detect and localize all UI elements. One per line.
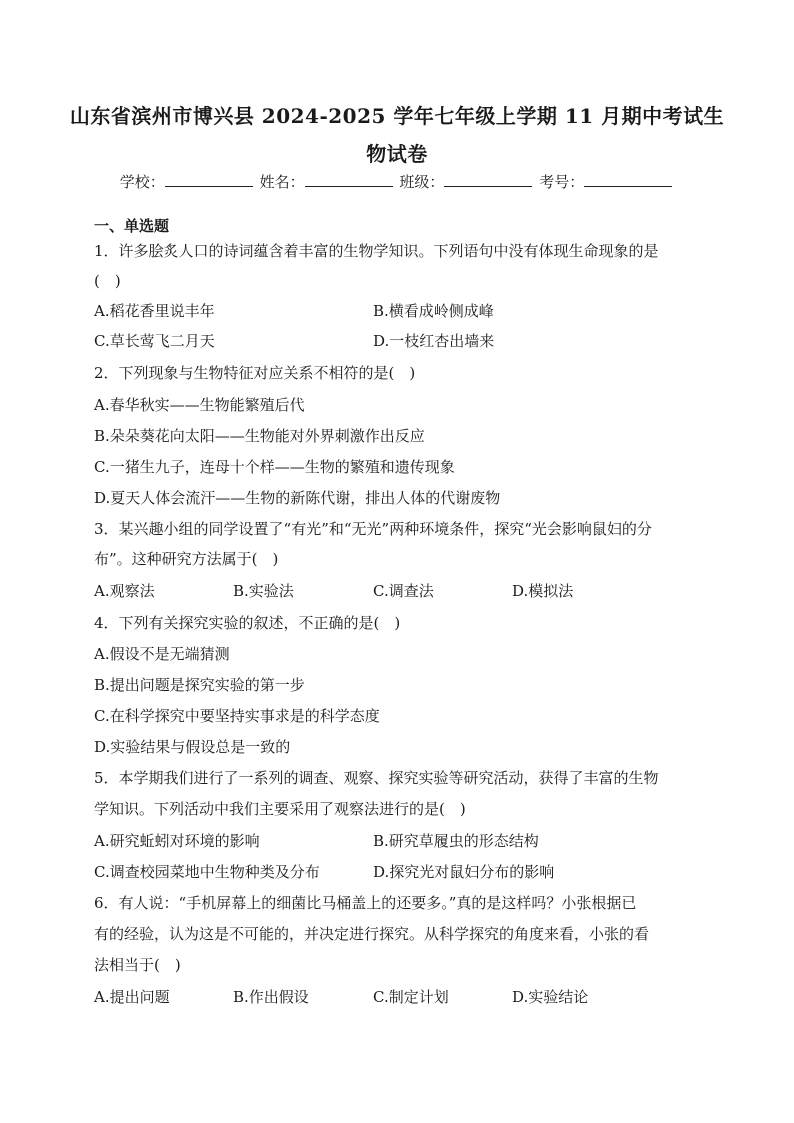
q6-option-a: A.提出问题 xyxy=(94,988,170,1006)
q2-option-a: A.春华秋实——生物能繁殖后代 xyxy=(94,396,305,414)
number-label: 考号： xyxy=(539,173,585,191)
q3-option-a: A.观察法 xyxy=(94,582,155,600)
q6-option-c: C.制定计划 xyxy=(373,988,449,1006)
q3-option-c: C.调查法 xyxy=(373,582,434,600)
q1-stem-line1: 1．许多脍炙人口的诗词蕴含着丰富的生物学知识。下列语句中没有体现生命现象的是 xyxy=(94,242,659,260)
q4-option-a: A.假设不是无端猜测 xyxy=(94,645,230,663)
name-blank xyxy=(305,174,393,187)
q5-option-d: D.探究光对鼠妇分布的影响 xyxy=(373,863,555,881)
q1-option-a: A.稻花香里说丰年 xyxy=(94,302,215,320)
exam-title-line1: 山东省滨州市博兴县 2024-2025 学年七年级上学期 11 月期中考试生 xyxy=(69,104,725,128)
q6-stem-line2: 有的经验，认为这是不可能的，并决定进行探究。从科学探究的角度来看，小张的看 xyxy=(94,925,650,943)
q5-option-b: B.研究草履虫的形态结构 xyxy=(373,832,539,850)
q3-option-b: B.实验法 xyxy=(233,582,294,600)
q1-option-d: D.一枝红杏出墙来 xyxy=(373,332,495,350)
q4-option-c: C.在科学探究中要坚持实事求是的科学态度 xyxy=(94,707,380,725)
q5-option-c: C.调查校园菜地中生物种类及分布 xyxy=(94,863,320,881)
q2-option-d: D.夏天人体会流汗——生物的新陈代谢，排出人体的代谢废物 xyxy=(94,489,501,507)
q6-option-b: B.作出假设 xyxy=(233,988,309,1006)
q3-stem-line1: 3．某兴趣小组的同学设置了“有光”和“无光”两种环境条件，探究“光会影响鼠妇的分 xyxy=(94,520,652,538)
class-label: 班级： xyxy=(399,173,445,191)
exam-title-line2: 物试卷 xyxy=(366,142,428,166)
q4-stem-line1: 4．下列有关探究实验的叙述，不正确的是( ) xyxy=(94,614,401,632)
class-blank xyxy=(444,174,532,187)
q2-option-b: B.朵朵葵花向太阳——生物能对外界刺激作出反应 xyxy=(94,427,425,445)
q2-option-c: C.一猪生九子，连母十个样——生物的繁殖和遗传现象 xyxy=(94,458,455,476)
q2-stem-line1: 2．下列现象与生物特征对应关系不相符的是( ) xyxy=(94,364,416,382)
q4-option-b: B.提出问题是探究实验的第一步 xyxy=(94,676,305,694)
q4-option-d: D.实验结果与假设总是一致的 xyxy=(94,738,291,756)
number-blank xyxy=(584,174,672,187)
q5-stem-line1: 5．本学期我们进行了一系列的调查、观察、探究实验等研究活动，获得了丰富的生物 xyxy=(94,769,659,787)
name-label: 姓名： xyxy=(259,173,305,191)
section-title: 一、单选题 xyxy=(94,217,170,235)
q1-stem-line2: ( ) xyxy=(94,272,121,290)
q3-stem-line2: 布”。这种研究方法属于( ) xyxy=(94,550,279,568)
q5-stem-line2: 学知识。下列活动中我们主要采用了观察法进行的是( ) xyxy=(94,800,466,818)
q6-option-d: D.实验结论 xyxy=(512,988,589,1006)
q6-stem-line3: 法相当于( ) xyxy=(94,956,181,974)
student-info-row xyxy=(0,171,794,192)
q1-option-c: C.草长莺飞二月天 xyxy=(94,332,215,350)
q5-option-a: A.研究蚯蚓对环境的影响 xyxy=(94,832,260,850)
q6-stem-line1: 6．有人说：“手机屏幕上的细菌比马桶盖上的还要多。”真的是这样吗？小张根据已 xyxy=(94,894,637,912)
q1-option-b: B.横看成岭侧成峰 xyxy=(373,302,494,320)
school-label: 学校： xyxy=(119,173,165,191)
school-blank xyxy=(165,174,253,187)
q3-option-d: D.模拟法 xyxy=(512,582,574,600)
